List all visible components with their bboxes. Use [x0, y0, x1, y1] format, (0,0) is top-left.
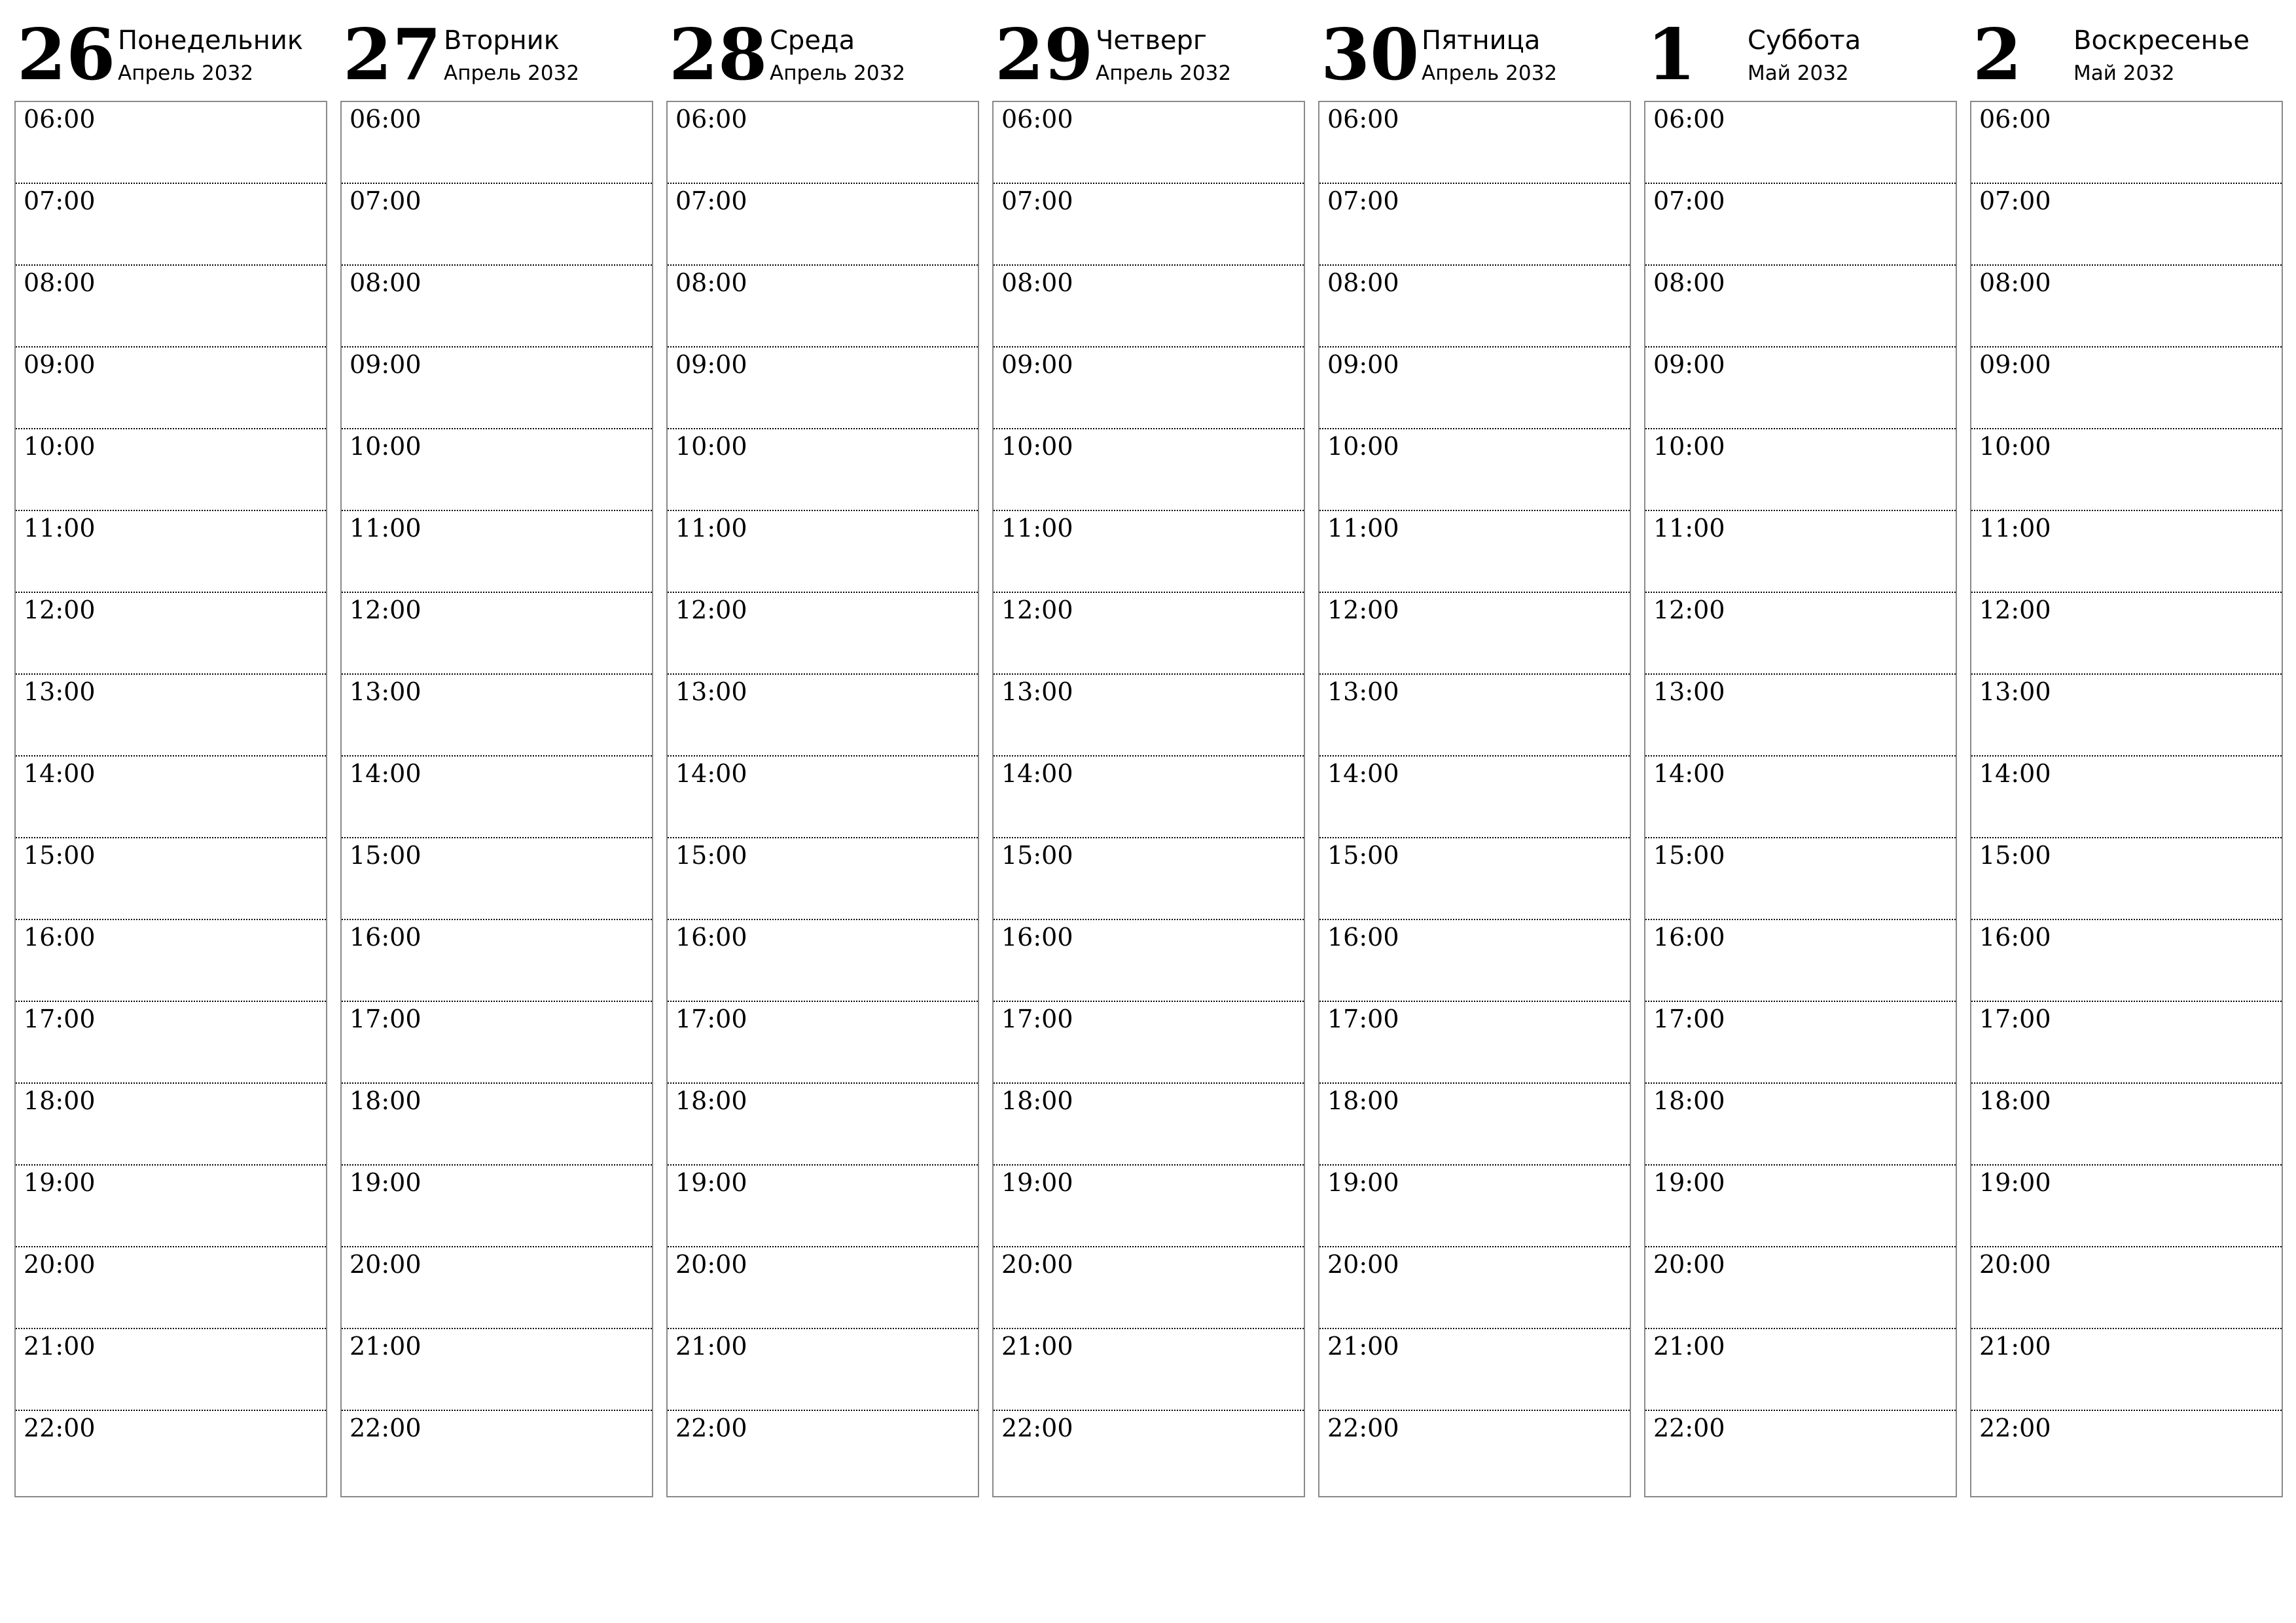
time-label: 12:00: [1001, 596, 1073, 624]
time-label: 11:00: [350, 514, 422, 543]
time-slot[interactable]: [668, 1411, 978, 1493]
time-label: 07:00: [1653, 187, 1725, 215]
day-month: Апрель 2032: [1422, 62, 1558, 85]
time-slot[interactable]: [1971, 757, 2282, 838]
time-label: 17:00: [1653, 1005, 1725, 1033]
time-label: 16:00: [1979, 923, 2051, 952]
time-label: 18:00: [24, 1086, 96, 1115]
time-label: 14:00: [675, 759, 747, 788]
time-label: 19:00: [350, 1168, 422, 1197]
time-slot[interactable]: [668, 838, 978, 920]
time-label: 22:00: [1979, 1414, 2051, 1442]
time-slot[interactable]: [1645, 102, 1956, 184]
time-slot[interactable]: [668, 675, 978, 757]
time-slot[interactable]: [668, 1247, 978, 1329]
time-slot[interactable]: [16, 1084, 326, 1166]
time-slot[interactable]: [1971, 102, 2282, 184]
time-slot[interactable]: [994, 511, 1304, 593]
time-label: 06:00: [24, 105, 96, 134]
time-slot[interactable]: [16, 1411, 326, 1493]
time-slot[interactable]: [342, 429, 652, 511]
time-label: 11:00: [1979, 514, 2051, 543]
day-header: [666, 0, 979, 98]
time-slot[interactable]: [1645, 757, 1956, 838]
time-label: 08:00: [1327, 268, 1399, 297]
time-slot[interactable]: [668, 266, 978, 348]
time-slot[interactable]: [1971, 1247, 2282, 1329]
time-label: 09:00: [24, 350, 96, 379]
time-slot[interactable]: [994, 593, 1304, 675]
time-slot[interactable]: [16, 1247, 326, 1329]
time-slot[interactable]: [342, 1002, 652, 1084]
time-label: 06:00: [350, 105, 422, 134]
time-slot[interactable]: [668, 429, 978, 511]
time-slot[interactable]: [668, 920, 978, 1002]
time-slot[interactable]: [668, 1166, 978, 1247]
time-slot[interactable]: [994, 266, 1304, 348]
day-month: Апрель 2032: [770, 62, 906, 85]
day-number: 2: [1973, 14, 2022, 96]
time-slot[interactable]: [342, 102, 652, 184]
time-slot[interactable]: [342, 757, 652, 838]
time-label: 07:00: [1327, 187, 1399, 215]
time-slot[interactable]: [342, 1411, 652, 1493]
time-slot[interactable]: [1319, 1166, 1630, 1247]
time-label: 10:00: [24, 432, 96, 461]
time-slot[interactable]: [994, 675, 1304, 757]
time-label: 20:00: [1979, 1250, 2051, 1279]
time-slot[interactable]: [1971, 266, 2282, 348]
time-slot[interactable]: [668, 1329, 978, 1411]
time-slot[interactable]: [668, 1084, 978, 1166]
time-slot[interactable]: [994, 1329, 1304, 1411]
time-slot[interactable]: [1971, 511, 2282, 593]
time-label: 10:00: [1653, 432, 1725, 461]
time-slot[interactable]: [1319, 429, 1630, 511]
time-slot[interactable]: [342, 1166, 652, 1247]
day-month: Май 2032: [2073, 62, 2175, 85]
time-label: 21:00: [1653, 1332, 1725, 1361]
time-slot[interactable]: [342, 1247, 652, 1329]
time-slot[interactable]: [668, 184, 978, 266]
time-slot[interactable]: [1645, 593, 1956, 675]
time-slot[interactable]: [668, 511, 978, 593]
time-slot[interactable]: [994, 348, 1304, 429]
time-slot[interactable]: [1971, 675, 2282, 757]
time-label: 16:00: [675, 923, 747, 952]
time-slot[interactable]: [16, 1002, 326, 1084]
time-label: 17:00: [24, 1005, 96, 1033]
time-slot[interactable]: [16, 920, 326, 1002]
time-label: 13:00: [1979, 677, 2051, 706]
time-slot[interactable]: [994, 429, 1304, 511]
time-label: 07:00: [350, 187, 422, 215]
time-label: 18:00: [1979, 1086, 2051, 1115]
time-label: 16:00: [1327, 923, 1399, 952]
time-slots-box: [1318, 101, 1631, 1497]
time-label: 08:00: [1979, 268, 2051, 297]
time-slot[interactable]: [16, 757, 326, 838]
time-slot[interactable]: [16, 266, 326, 348]
time-slot[interactable]: [994, 1084, 1304, 1166]
time-label: 14:00: [1979, 759, 2051, 788]
time-label: 12:00: [1979, 596, 2051, 624]
time-label: 22:00: [1001, 1414, 1073, 1442]
time-label: 10:00: [1979, 432, 2051, 461]
time-slot[interactable]: [1645, 920, 1956, 1002]
time-slot[interactable]: [668, 757, 978, 838]
day-weekday: Среда: [770, 26, 855, 56]
time-slot[interactable]: [1645, 184, 1956, 266]
time-label: 15:00: [1327, 841, 1399, 870]
time-label: 12:00: [1653, 596, 1725, 624]
time-label: 09:00: [350, 350, 422, 379]
day-weekday: Суббота: [1748, 26, 1861, 56]
time-label: 10:00: [350, 432, 422, 461]
time-slot[interactable]: [1645, 266, 1956, 348]
time-slot[interactable]: [1319, 266, 1630, 348]
time-label: 12:00: [1327, 596, 1399, 624]
time-label: 09:00: [1327, 350, 1399, 379]
time-label: 09:00: [675, 350, 747, 379]
day-number: 28: [669, 14, 768, 96]
time-slot[interactable]: [342, 675, 652, 757]
time-label: 19:00: [1327, 1168, 1399, 1197]
time-label: 14:00: [350, 759, 422, 788]
day-weekday: Воскресенье: [2073, 26, 2250, 56]
day-number: 29: [995, 14, 1094, 96]
day-header: [1644, 0, 1957, 98]
time-label: 20:00: [675, 1250, 747, 1279]
time-label: 20:00: [1653, 1250, 1725, 1279]
time-slot[interactable]: [1645, 1411, 1956, 1493]
time-label: 22:00: [675, 1414, 747, 1442]
time-slot[interactable]: [1319, 511, 1630, 593]
time-label: 09:00: [1001, 350, 1073, 379]
time-label: 09:00: [1653, 350, 1725, 379]
time-slot[interactable]: [1971, 1166, 2282, 1247]
time-slot[interactable]: [16, 102, 326, 184]
time-slots-box: [340, 101, 653, 1497]
time-slots-box: [992, 101, 1305, 1497]
time-label: 17:00: [675, 1005, 747, 1033]
time-label: 12:00: [675, 596, 747, 624]
time-label: 12:00: [350, 596, 422, 624]
time-label: 15:00: [1001, 841, 1073, 870]
time-slot[interactable]: [1319, 1329, 1630, 1411]
time-label: 20:00: [24, 1250, 96, 1279]
time-label: 11:00: [675, 514, 747, 543]
time-slot[interactable]: [342, 348, 652, 429]
time-slot[interactable]: [342, 511, 652, 593]
day-header: [1970, 0, 2283, 98]
time-slot[interactable]: [342, 838, 652, 920]
time-label: 16:00: [24, 923, 96, 952]
time-label: 19:00: [1653, 1168, 1725, 1197]
time-label: 15:00: [1979, 841, 2051, 870]
time-label: 13:00: [350, 677, 422, 706]
time-label: 07:00: [675, 187, 747, 215]
time-slot[interactable]: [342, 593, 652, 675]
time-label: 07:00: [1001, 187, 1073, 215]
time-slot[interactable]: [1645, 511, 1956, 593]
time-slots-box: [666, 101, 979, 1497]
time-label: 22:00: [24, 1414, 96, 1442]
time-slot[interactable]: [1971, 593, 2282, 675]
time-slot[interactable]: [16, 593, 326, 675]
day-weekday: Понедельник: [118, 26, 304, 56]
day-month: Апрель 2032: [118, 62, 254, 85]
time-slot[interactable]: [1319, 102, 1630, 184]
time-label: 14:00: [1327, 759, 1399, 788]
time-label: 22:00: [1327, 1414, 1399, 1442]
time-label: 11:00: [24, 514, 96, 543]
time-slot[interactable]: [668, 1002, 978, 1084]
time-slot[interactable]: [342, 266, 652, 348]
time-slot[interactable]: [1645, 1329, 1956, 1411]
time-label: 10:00: [675, 432, 747, 461]
time-slot[interactable]: [16, 184, 326, 266]
time-label: 14:00: [1001, 759, 1073, 788]
time-label: 16:00: [1001, 923, 1073, 952]
time-slot[interactable]: [994, 1247, 1304, 1329]
time-label: 22:00: [350, 1414, 422, 1442]
time-slot[interactable]: [1645, 838, 1956, 920]
time-slot[interactable]: [1319, 1002, 1630, 1084]
time-slot[interactable]: [668, 348, 978, 429]
time-label: 10:00: [1001, 432, 1073, 461]
day-weekday: Четверг: [1096, 26, 1207, 56]
time-slot[interactable]: [1971, 1329, 2282, 1411]
time-slot[interactable]: [668, 102, 978, 184]
time-slot[interactable]: [16, 838, 326, 920]
time-label: 18:00: [675, 1086, 747, 1115]
time-label: 11:00: [1001, 514, 1073, 543]
time-slot[interactable]: [1319, 1411, 1630, 1493]
time-slot[interactable]: [342, 1084, 652, 1166]
time-label: 21:00: [350, 1332, 422, 1361]
time-slot[interactable]: [16, 1166, 326, 1247]
day-header: [14, 0, 327, 98]
day-month: Май 2032: [1748, 62, 1849, 85]
time-slot[interactable]: [1645, 429, 1956, 511]
time-slots-box: [14, 101, 327, 1497]
time-slot[interactable]: [1319, 348, 1630, 429]
time-slot[interactable]: [16, 675, 326, 757]
time-slot[interactable]: [994, 838, 1304, 920]
time-label: 11:00: [1653, 514, 1725, 543]
time-label: 13:00: [675, 677, 747, 706]
time-label: 06:00: [1653, 105, 1725, 134]
time-label: 18:00: [1327, 1086, 1399, 1115]
time-slot[interactable]: [1319, 838, 1630, 920]
time-slot[interactable]: [1971, 1411, 2282, 1493]
time-label: 06:00: [675, 105, 747, 134]
time-label: 21:00: [1979, 1332, 2051, 1361]
day-number: 27: [343, 14, 442, 96]
time-slot[interactable]: [994, 920, 1304, 1002]
time-label: 08:00: [1001, 268, 1073, 297]
time-slot[interactable]: [1971, 1084, 2282, 1166]
time-slot[interactable]: [1971, 838, 2282, 920]
day-header: [1318, 0, 1631, 98]
time-label: 15:00: [1653, 841, 1725, 870]
time-slot[interactable]: [1319, 757, 1630, 838]
day-weekday: Пятница: [1422, 26, 1541, 56]
time-label: 13:00: [1653, 677, 1725, 706]
day-header: [340, 0, 653, 98]
time-label: 08:00: [350, 268, 422, 297]
time-slot[interactable]: [1645, 1084, 1956, 1166]
time-label: 14:00: [1653, 759, 1725, 788]
time-label: 06:00: [1979, 105, 2051, 134]
time-label: 20:00: [1327, 1250, 1399, 1279]
time-slot[interactable]: [16, 1329, 326, 1411]
day-number: 26: [17, 14, 116, 96]
time-label: 20:00: [350, 1250, 422, 1279]
time-slot[interactable]: [342, 920, 652, 1002]
time-label: 21:00: [675, 1332, 747, 1361]
time-slot[interactable]: [1645, 1002, 1956, 1084]
time-label: 15:00: [24, 841, 96, 870]
time-label: 19:00: [1979, 1168, 2051, 1197]
time-label: 15:00: [350, 841, 422, 870]
time-label: 16:00: [1653, 923, 1725, 952]
time-slot[interactable]: [1319, 920, 1630, 1002]
time-label: 06:00: [1327, 105, 1399, 134]
time-slot[interactable]: [994, 1166, 1304, 1247]
time-label: 19:00: [675, 1168, 747, 1197]
time-label: 18:00: [350, 1086, 422, 1115]
time-label: 17:00: [1327, 1005, 1399, 1033]
day-month: Апрель 2032: [444, 62, 580, 85]
time-label: 14:00: [24, 759, 96, 788]
time-label: 07:00: [1979, 187, 2051, 215]
time-label: 06:00: [1001, 105, 1073, 134]
time-label: 15:00: [675, 841, 747, 870]
time-label: 21:00: [1001, 1332, 1073, 1361]
day-number: 30: [1321, 14, 1420, 96]
time-slot[interactable]: [1971, 429, 2282, 511]
time-label: 19:00: [24, 1168, 96, 1197]
time-label: 08:00: [675, 268, 747, 297]
time-slot[interactable]: [994, 1411, 1304, 1493]
time-label: 22:00: [1653, 1414, 1725, 1442]
time-label: 16:00: [350, 923, 422, 952]
time-slot[interactable]: [1645, 1166, 1956, 1247]
time-slot[interactable]: [994, 1002, 1304, 1084]
time-label: 21:00: [24, 1332, 96, 1361]
time-slot[interactable]: [1971, 184, 2282, 266]
time-label: 17:00: [350, 1005, 422, 1033]
time-label: 08:00: [1653, 268, 1725, 297]
time-slot[interactable]: [16, 348, 326, 429]
time-slots-box: [1970, 101, 2283, 1497]
time-label: 07:00: [24, 187, 96, 215]
time-label: 20:00: [1001, 1250, 1073, 1279]
weekly-planner: [14, 0, 2283, 1505]
time-slot[interactable]: [1319, 1247, 1630, 1329]
time-label: 08:00: [24, 268, 96, 297]
time-slot[interactable]: [994, 184, 1304, 266]
time-slot[interactable]: [1319, 675, 1630, 757]
time-slot[interactable]: [1645, 675, 1956, 757]
time-label: 13:00: [1001, 677, 1073, 706]
time-label: 10:00: [1327, 432, 1399, 461]
time-label: 17:00: [1001, 1005, 1073, 1033]
time-slot[interactable]: [1971, 1002, 2282, 1084]
time-label: 21:00: [1327, 1332, 1399, 1361]
time-slot[interactable]: [1645, 1247, 1956, 1329]
day-header: [992, 0, 1305, 98]
time-slot[interactable]: [1645, 348, 1956, 429]
time-slots-box: [1644, 101, 1957, 1497]
time-label: 09:00: [1979, 350, 2051, 379]
time-slot[interactable]: [1319, 184, 1630, 266]
time-slot[interactable]: [994, 102, 1304, 184]
time-label: 19:00: [1001, 1168, 1073, 1197]
time-label: 17:00: [1979, 1005, 2051, 1033]
time-label: 18:00: [1001, 1086, 1073, 1115]
time-label: 13:00: [24, 677, 96, 706]
time-slot[interactable]: [1971, 348, 2282, 429]
time-slot[interactable]: [342, 1329, 652, 1411]
time-slot[interactable]: [342, 184, 652, 266]
time-slot[interactable]: [1971, 920, 2282, 1002]
time-slot[interactable]: [668, 593, 978, 675]
day-weekday: Вторник: [444, 26, 560, 56]
time-label: 12:00: [24, 596, 96, 624]
time-slot[interactable]: [1319, 593, 1630, 675]
time-label: 13:00: [1327, 677, 1399, 706]
time-slot[interactable]: [16, 511, 326, 593]
time-label: 18:00: [1653, 1086, 1725, 1115]
time-slot[interactable]: [16, 429, 326, 511]
day-month: Апрель 2032: [1096, 62, 1232, 85]
time-slot[interactable]: [1319, 1084, 1630, 1166]
time-label: 11:00: [1327, 514, 1399, 543]
time-slot[interactable]: [994, 757, 1304, 838]
day-number: 1: [1647, 14, 1696, 96]
